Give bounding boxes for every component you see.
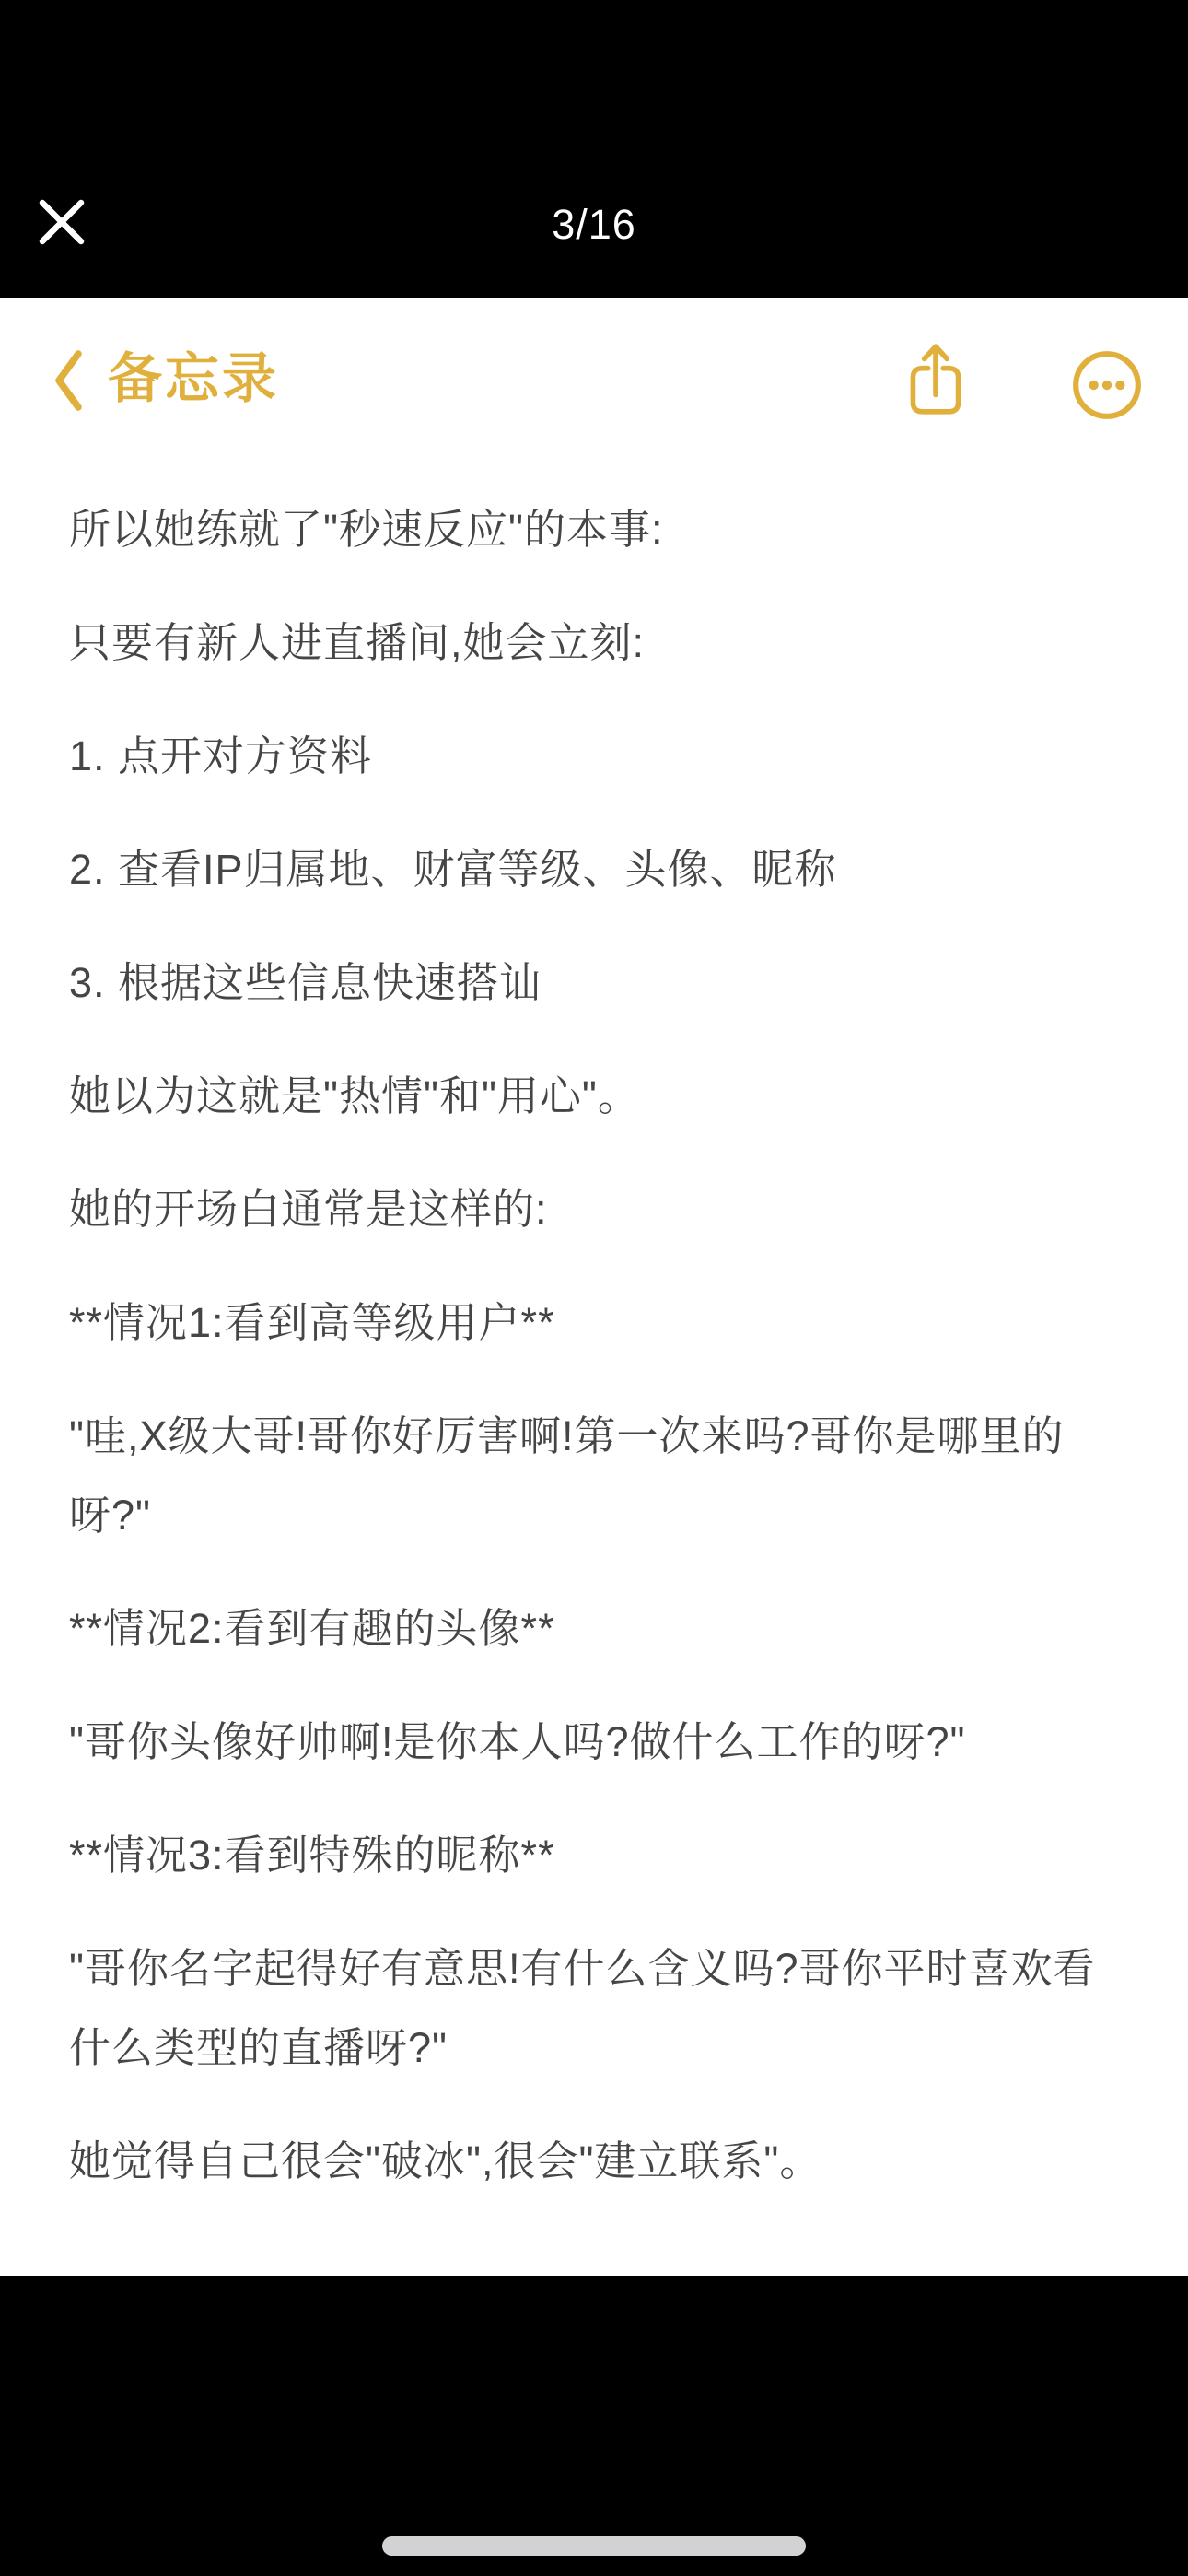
- image-viewer-footer: [0, 2276, 1188, 2576]
- back-label: 备忘录: [108, 347, 280, 409]
- note-paragraph: 她以为这就是"热情"和"用心"。: [69, 1072, 640, 1119]
- note-paragraph: **情况2:看到有趣的头像**: [69, 1605, 555, 1652]
- note-paragraph: 3. 根据这些信息快速搭讪: [69, 959, 542, 1006]
- notes-app-screenshot: [0, 298, 1188, 2276]
- note-paragraph: 1. 点开对方资料: [69, 732, 373, 779]
- note-paragraph: **情况3:看到特殊的昵称**: [69, 1832, 555, 1879]
- note-paragraph: 她觉得自己很会"破冰",很会"建立联系"。: [69, 2137, 822, 2184]
- note-paragraph: **情况1:看到高等级用户**: [69, 1299, 555, 1346]
- page-indicator: 3/16: [552, 201, 636, 248]
- image-viewer-header: [0, 0, 1188, 298]
- note-paragraph: 她的开场白通常是这样的:: [69, 1186, 548, 1233]
- home-indicator[interactable]: [382, 2536, 806, 2556]
- note-paragraph: "哥你头像好帅啊!是你本人吗?做什么工作的呀?": [69, 1718, 966, 1765]
- note-body: [69, 298, 1130, 2235]
- note-paragraph: "哥你名字起得好有意思!有什么含义吗?哥你平时喜欢看什么类型的直播呀?": [69, 1945, 1096, 2071]
- note-paragraph: 只要有新人进直播间,她会立刻:: [69, 619, 646, 666]
- note-paragraph: 2. 查看IP归属地、财富等级、头像、昵称: [69, 846, 837, 893]
- note-paragraph: "哇,X级大哥!哥你好厉害啊!第一次来吗?哥你是哪里的呀?": [69, 1412, 1065, 1539]
- note-paragraph: 所以她练就了"秒速反应"的本事:: [69, 506, 664, 553]
